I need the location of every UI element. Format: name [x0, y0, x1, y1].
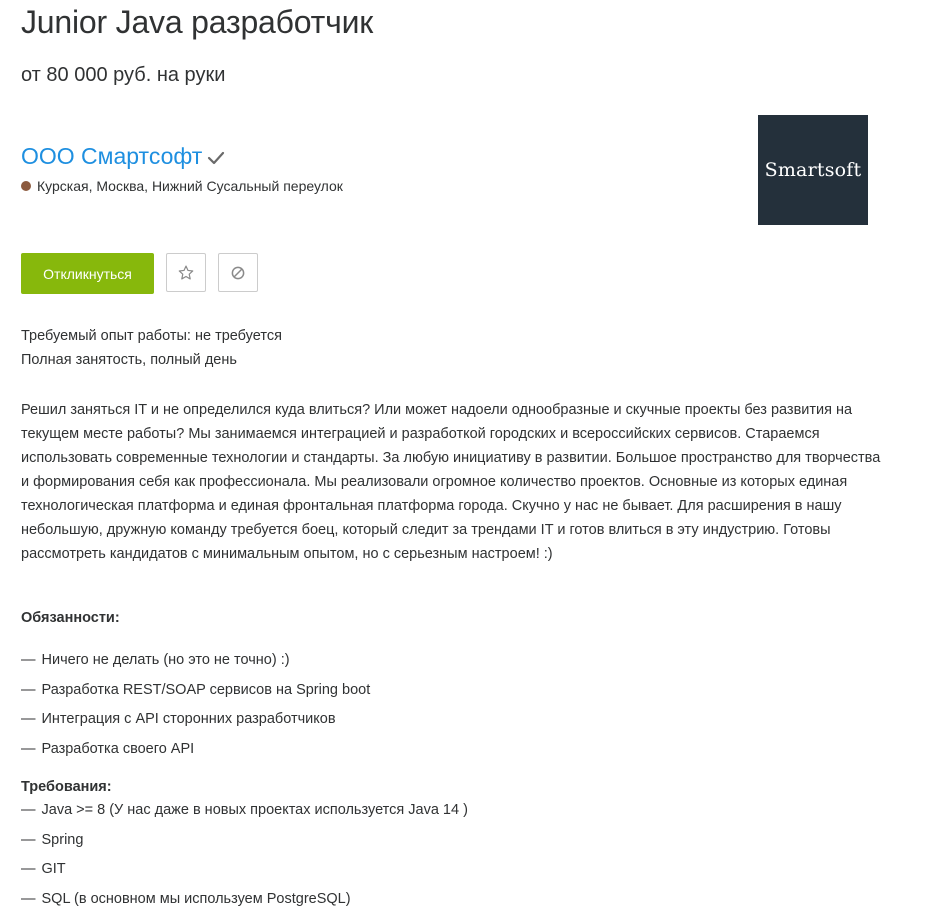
company-name[interactable]: ООО Смартсофт [21, 141, 202, 171]
list-item [21, 709, 370, 739]
list-marker: — [21, 891, 36, 907]
check-icon [207, 151, 225, 165]
list-item [21, 859, 468, 889]
responsibilities-heading: Обязанности: [21, 608, 120, 628]
requirements-list [21, 800, 468, 918]
list-marker: — [21, 652, 36, 668]
vacancy-salary: от 80 000 руб. на руки [21, 62, 225, 88]
list-item [21, 650, 370, 680]
list-marker: — [21, 861, 36, 877]
requirements-heading: Требования: [21, 777, 112, 797]
company-address [21, 177, 343, 195]
list-marker: — [21, 741, 36, 757]
list-item [21, 680, 370, 710]
hide-vacancy-button[interactable] [218, 253, 258, 292]
company-logo-text: Smartsoft [765, 159, 862, 181]
vacancy-title: Junior Java разработчик [21, 2, 373, 42]
star-icon [177, 264, 195, 282]
list-item-text: Spring [42, 832, 84, 848]
list-item-text: Интеграция с API сторонних разработчиков [42, 711, 336, 727]
favorite-button[interactable] [166, 253, 206, 292]
apply-button[interactable]: Откликнуться [21, 253, 154, 294]
vacancy-meta [21, 324, 282, 372]
list-item-text: GIT [42, 861, 66, 877]
list-item-text: Разработка своего API [42, 741, 195, 757]
list-marker: — [21, 711, 36, 727]
block-icon [229, 264, 247, 282]
list-item-text: Java >= 8 (У нас даже в новых проектах используется Java 14 ) [42, 802, 468, 818]
list-marker: — [21, 832, 36, 848]
vacancy-description: Решил заняться IT и не определился куда влиться? Или может надоели однообразные и скучные проекты без развития на текущем месте работы? Мы занимаемся интеграцией и разработкой городских и всероссийских сервисов. Стараемся использовать современные технологии и стандарты. За любую инициативу в развитии. Большое пространство для творчества и формирования себя как профессионала. Мы реализовали огромное количество проектов. Основные из которых единая технологическая платформа и единая фронтальная платформа города. Скучно у нас не бывает. Для расширения в нашу небольшую, дружную команду требуется боец, который следит за трендами IT и готов влиться в эту индустрию. Готовы рассмотреть кандидатов с минимальным опытом, но с серьезным настроем! :) [21, 398, 881, 566]
address-text: Курская, Москва, Нижний Сусальный переулок [37, 177, 343, 195]
list-item-text: SQL (в основном мы используем PostgreSQL) [42, 891, 351, 907]
list-item [21, 739, 370, 769]
metro-icon [21, 181, 31, 191]
list-item-text: Разработка REST/SOAP сервисов на Spring boot [42, 682, 371, 698]
list-marker: — [21, 802, 36, 818]
list-item [21, 830, 468, 860]
responsibilities-list [21, 650, 370, 768]
list-marker: — [21, 682, 36, 698]
experience-text: Требуемый опыт работы: не требуется [21, 324, 282, 348]
list-item [21, 800, 468, 830]
company-link[interactable] [21, 141, 225, 171]
list-item-text: Ничего не делать (но это не точно) :) [42, 652, 290, 668]
company-logo[interactable] [758, 115, 868, 225]
employment-text: Полная занятость, полный день [21, 348, 282, 372]
list-item [21, 889, 468, 918]
